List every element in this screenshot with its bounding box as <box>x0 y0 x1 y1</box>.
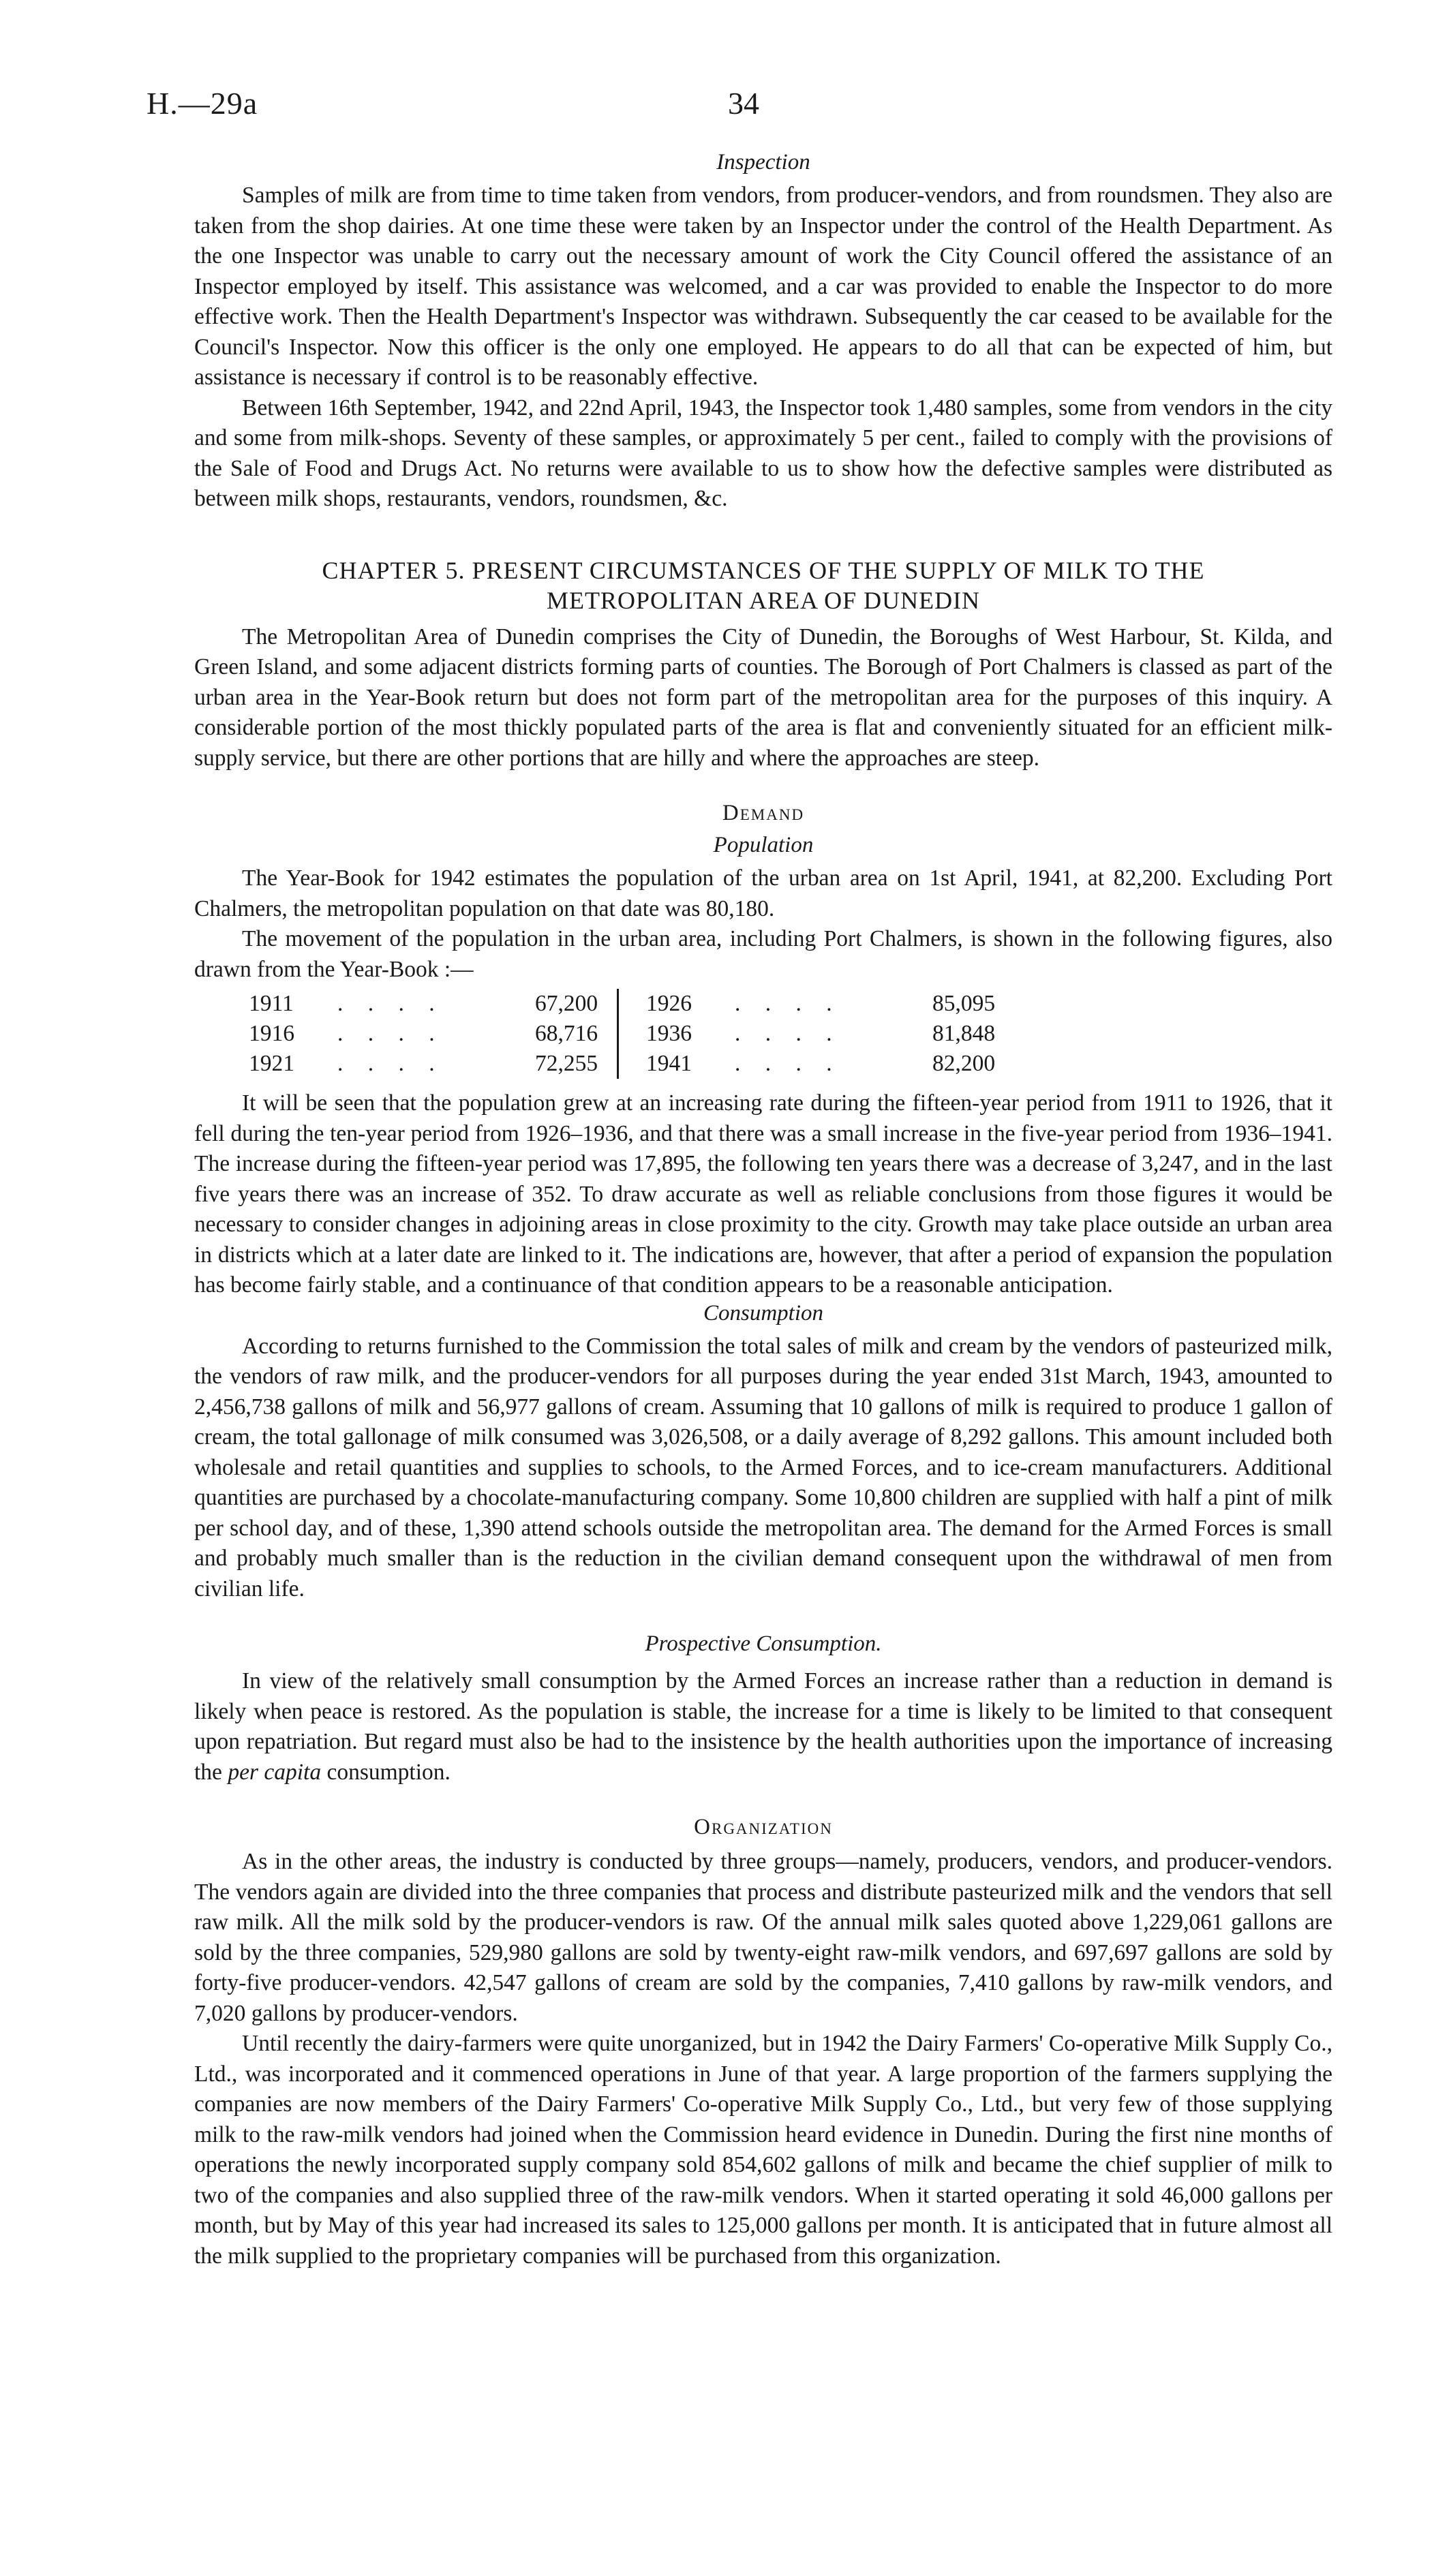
population-cell: 72,255 <box>535 1051 598 1076</box>
leader-dots: . . . . <box>735 991 842 1016</box>
consumption-heading: Consumption <box>703 1300 824 1325</box>
demand-heading: Demand <box>722 801 805 825</box>
chapter-heading-line-1: CHAPTER 5. PRESENT CIRCUMSTANCES OF THE SUPPLY OF MILK TO THE <box>322 556 1205 584</box>
year-cell: 1916 <box>249 1021 294 1046</box>
year-cell: 1911 <box>249 991 294 1016</box>
prospective-consumption-heading: Prospective Consumption. <box>645 1631 882 1656</box>
table-row <box>249 989 1014 1019</box>
population-cell: 67,200 <box>535 991 598 1016</box>
year-cell: 1926 <box>646 991 692 1016</box>
population-cell: 85,095 <box>932 991 996 1016</box>
year-cell: 1921 <box>249 1051 294 1076</box>
prospective-text-a: In view of the relatively small consumption by the Armed Forces an increase rather than a reduction in demand is likely when peace is restored. As the population is stable, the increase for a time is likely to be limited to that consequent upon repatriation. But regard must also be had to the insistence by the health authorities upon the importance of increasing the <box>194 1668 1332 1785</box>
organization-paragraph-1: As in the other areas, the industry is conducted by three groups—namely, producers, vendors, and producer-vendors. The vendors again are divided into the three companies that process and distribute pasteurized milk and the vendors that sell raw milk. All the milk sold by the producer-vendors is raw. Of the annual milk sales quoted above 1,229,061 gallons are sold by the three companies, 529,980 gallons are sold by twenty-eight raw-milk vendors, and 697,697 gallons are sold by forty-five producer-vendors. 42,547 gallons of cream are sold by the companies, 7,410 gallons by raw-milk vendors, and 7,020 gallons by producer-vendors. <box>194 1849 1332 2026</box>
chapter-heading-line-2: METROPOLITAN AREA OF DUNEDIN <box>546 586 981 614</box>
year-cell: 1936 <box>646 1021 692 1046</box>
consumption-paragraph-1: According to returns furnished to the Commission the total sales of milk and cream by the vendors of pasteurized milk, the vendors of raw milk, and the producer-vendors for all purposes during the year ended 31st March, 1943, amounted to 2,456,738 gallons of milk and 56,977 gallons of cream. Assuming that 10 gallons of milk is required to produce 1 gallon of cream, the total gallonage of milk consumed was 3,026,508, or a daily average of 8,292 gallons. This amount included both wholesale and retail quantities and supplies to schools, to the Armed Forces, and to ice-cream manufacturers. Additional quantities are purchased by a chocolate-manufacturing company. Some 10,800 children are supplied with half a pint of milk per school day, and of these, 1,390 attend schools outside the metropolitan area. The demand for the Armed Forces is small and probably much smaller than is the reduction in the civilian demand consequent upon the withdrawal of men from civilian life. <box>194 1333 1332 1601</box>
column-divider <box>618 1049 647 1079</box>
population-cell: 68,716 <box>535 1021 598 1046</box>
leader-dots: . . . . <box>735 1021 842 1046</box>
leader-dots: . . . . <box>337 1021 444 1046</box>
prospective-consumption-paragraph <box>194 1666 1332 1788</box>
leader-dots: . . . . <box>735 1051 842 1076</box>
chapter-heading <box>194 555 1332 615</box>
population-heading: Population <box>713 833 814 857</box>
inspection-paragraph-1: Samples of milk are from time to time taken from vendors, from producer-vendors, and from roundsmen. They also are taken from the shop dairies. At one time these were taken by an Inspector under the control of the Health Department. As the one Inspector was unable to carry out the necessary amount of work the City Council offered the assistance of an Inspector employed by itself. This assistance was welcomed, and a car was provided to enable the Inspector to do more effective work. Then the Health Department's Inspector was withdrawn. Subsequently the car ceased to be available for the Council's Inspector. Now this officer is the only one employed. He appears to do all that can be expected of him, but assistance is necessary if control is to be reasonably effective. <box>194 183 1332 390</box>
page-number: 34 <box>728 86 759 121</box>
leader-dots: . . . . <box>337 1051 444 1076</box>
chapter-paragraph-1: The Metropolitan Area of Dunedin comprises the City of Dunedin, the Boroughs of West Harbour, St. Kilda, and Green Island, and some adjacent districts forming parts of counties. The Borough of Port Chalmers is classed as part of the urban area in the Year-Book return but does not form part of the metropolitan area for the purposes of this inquiry. A considerable portion of the most thickly populated parts of the area is flat and conveniently situated for an efficient milk-supply service, but there are other portions that are hilly and where the approaches are steep. <box>194 624 1332 771</box>
population-cell: 81,848 <box>932 1021 996 1046</box>
population-paragraph-3: It will be seen that the population grew at an increasing rate during the fifteen-year period from 1911 to 1926, that it fell during the ten-year period from 1926–1936, and that there was a small increase in the five-year period from 1936–1941. The increase during the fifteen-year period was 17,895, the following ten years there was a decrease of 3,247, and in the last five years there was an increase of 352. To draw accurate as well as reliable conclusions from those figures it would be necessary to consider changes in adjoining areas in close proximity to the city. Growth may take place outside an urban area in districts which at a later date are linked to it. The indications are, however, that after a period of expansion the population has become fairly stable, and a continuance of that condition appears to be a reasonable anticipation. <box>194 1090 1332 1298</box>
organization-heading: Organization <box>694 1815 833 1839</box>
table-row <box>249 1049 1014 1079</box>
leader-dots: . . . . <box>337 991 444 1016</box>
population-cell: 82,200 <box>932 1051 996 1076</box>
page-content <box>194 150 1332 2271</box>
organization-paragraph-2: Until recently the dairy-farmers were quite unorganized, but in 1942 the Dairy Farmers' Co-operative Milk Supply Co., Ltd., was incorporated and it commenced operations in June of that year. A large proportion of the farmers supplying the companies are now members of the Dairy Farmers' Co-operative Milk Supply Co., Ltd., but very few of those supplying milk to the raw-milk vendors had joined when the Commission heard evidence in Dunedin. During the first nine months of operations the newly incorporated supply company sold 854,602 gallons of milk and became the chief supplier of milk to two of the companies and also supplied three of the raw-milk vendors. When it started operating it sold 46,000 gallons per month, but by May of this year had increased its sales to 125,000 gallons per month. It is anticipated that in future almost all the milk supplied to the proprietary companies will be purchased from this organization. <box>194 2031 1332 2269</box>
population-table <box>249 989 1014 1079</box>
inspection-paragraph-2: Between 16th September, 1942, and 22nd April, 1943, the Inspector took 1,480 samples, some from vendors in the city and some from milk-shops. Seventy of these samples, or approximately 5 per cent., failed to comply with the provisions of the Sale of Food and Drugs Act. No returns were available to us to show how the defective samples were distributed as between milk shops, restaurants, vendors, roundsmen, &c. <box>194 395 1332 511</box>
document-reference: H.—29a <box>147 86 258 121</box>
per-capita-emphasis: per capita <box>228 1759 322 1785</box>
population-paragraph-2: The movement of the population in the urban area, including Port Chalmers, is shown in the following figures, also drawn from the Year-Book :— <box>194 926 1332 982</box>
inspection-heading: Inspection <box>716 150 810 174</box>
table-row <box>249 1019 1014 1049</box>
prospective-text-b: consumption. <box>326 1759 451 1785</box>
population-paragraph-1: The Year-Book for 1942 estimates the population of the urban area on 1st April, 1941, at 82,200. Excluding Port Chalmers, the metropolitan population on that date was 80,180. <box>194 865 1332 921</box>
column-divider <box>618 989 647 1019</box>
column-divider <box>618 1019 647 1049</box>
year-cell: 1941 <box>646 1051 692 1076</box>
